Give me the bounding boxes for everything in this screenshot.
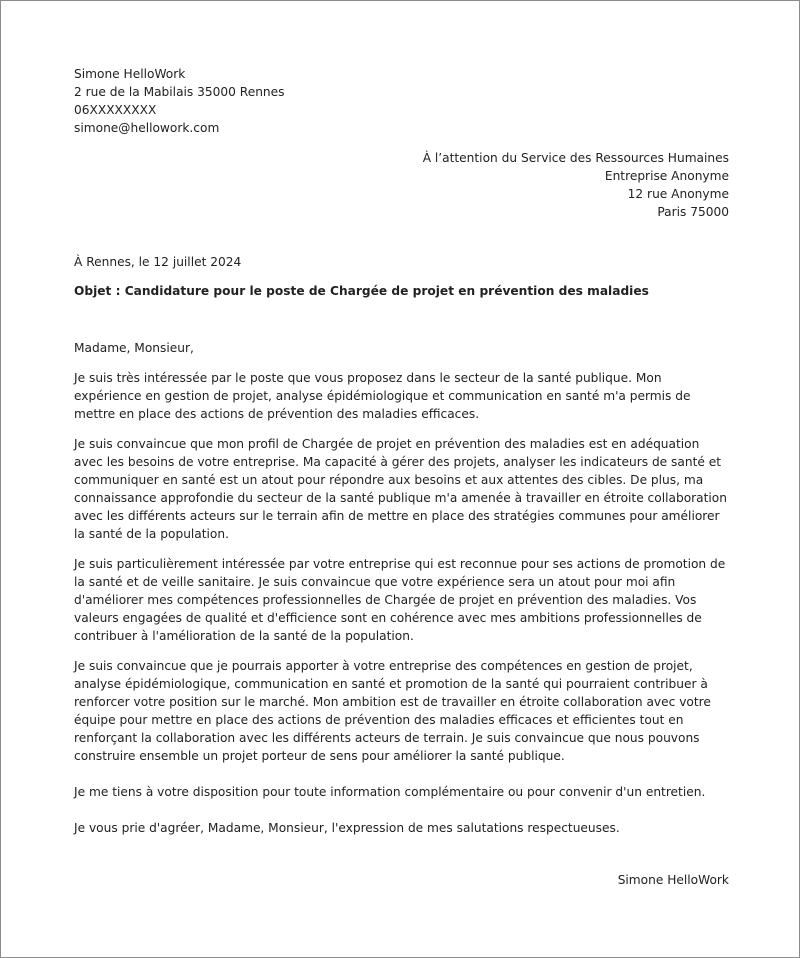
sender-address: 2 rue de la Mabilais 35000 Rennes <box>74 85 285 99</box>
body-paragraph: Je suis particulièrement intéressée par votre entreprise qui est reconnue pour ses actions de promotion de la santé et de veille sanitaire. Je suis convaincue que votre expérience sera un atout pour moi afin d'améliorer mes compétences professionnelles de Chargée de projet en prévention des maladies. Vos valeurs engagées de qualité et d'efficience sont en cohérence avec mes ambitions professionnelles de contribuer à l'amélioration de la santé de la population. <box>74 557 726 643</box>
salutation-line: Je vous prie d'agréer, Madame, Monsieur, l'expression de mes salutations respectueuses. <box>74 821 620 835</box>
sender-name: Simone HelloWork <box>74 67 186 81</box>
recipient-block <box>74 149 729 221</box>
availability-line: Je me tiens à votre disposition pour toute information complémentaire ou pour convenir d'un entretien. <box>74 785 706 799</box>
sender-phone: 06XXXXXXXX <box>74 103 157 117</box>
recipient-attention: À l’attention du Service des Ressources Humaines <box>422 151 729 165</box>
recipient-company: Entreprise Anonyme <box>604 169 729 183</box>
body-paragraph: Je suis convaincue que mon profil de Chargée de projet en prévention des maladies est en adéquation avec les besoins de votre entreprise. Ma capacité à gérer des projets, analyser les indicateurs de santé et communiquer en santé est un atout pour répondre aux besoins et aux attentes des cibles. De plus, ma connaissance approfondie du secteur de la santé publique m'a amenée à travailler en étroite collaboration avec les différents acteurs sur le terrain afin de mettre en place des stratégies communes pour améliorer la santé de la population. <box>74 437 727 541</box>
letter-content <box>74 65 729 889</box>
letter-subject: Objet : Candidature pour le poste de Chargée de projet en prévention des maladies <box>74 284 649 298</box>
letter-greeting: Madame, Monsieur, <box>74 341 194 355</box>
signature: Simone HelloWork <box>617 873 729 887</box>
recipient-city: Paris 75000 <box>657 205 729 219</box>
recipient-street: 12 rue Anonyme <box>627 187 729 201</box>
letter-date: À Rennes, le 12 juillet 2024 <box>74 255 242 269</box>
sender-block <box>74 65 729 137</box>
sender-email: simone@hellowork.com <box>74 121 220 135</box>
body-paragraph: Je suis convaincue que je pourrais apporter à votre entreprise des compétences en gestion de projet, analyse épidémiologique, communication en santé et promotion de la santé qui pourraient contribuer à renforcer votre position sur le marché. Mon ambition est de travailler en étroite collaboration avec votre équipe pour mettre en place des actions de prévention des maladies efficaces et efficientes tout en renforçant la collaboration avec les différents acteurs de terrain. Je suis convaincue que nous pouvons construire ensemble un projet porteur de sens pour améliorer la santé publique. <box>74 659 711 763</box>
body-paragraph: Je suis très intéressée par le poste que vous proposez dans le secteur de la santé publique. Mon expérience en gestion de projet, analyse épidémiologique et communication en santé m'a permis de mettre en place des actions de prévention des maladies efficaces. <box>74 371 691 421</box>
